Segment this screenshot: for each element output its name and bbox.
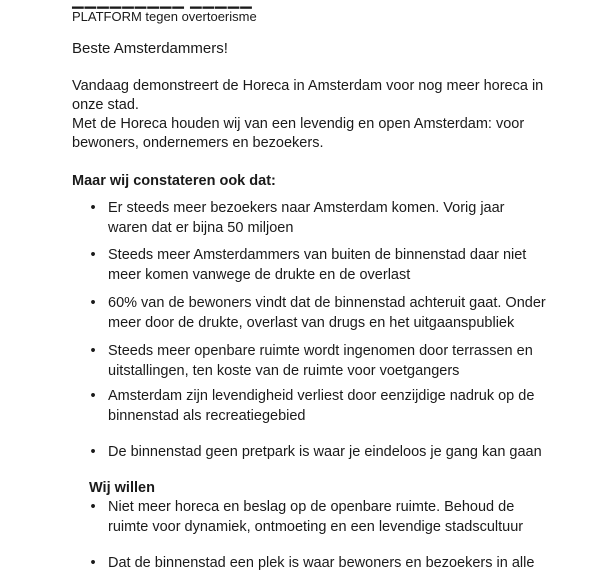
intro-line-1: Vandaag demonstreert de Horeca in Amsterdam voor nog meer horeca in onze stad. [72, 78, 544, 113]
platform-line: PLATFORM tegen overtoerisme [72, 9, 257, 24]
greeting: Beste Amsterdammers! [72, 40, 228, 57]
bullet-icon: • [90, 343, 96, 359]
want-text: Niet meer horeca en beslag op de openbare ruimte. Behoud de ruimte voor dynamiek, ontmoeting en een levendige stadscultuur [108, 499, 524, 535]
intro-paragraph [72, 77, 552, 153]
bullet-icon: • [90, 555, 96, 571]
observation-text: Er steeds meer bezoekers naar Amsterdam komen. Vorig jaar waren dat er bijna 50 miljoen [108, 200, 505, 236]
observation-text: Steeds meer Amsterdammers van buiten de binnenstad daar niet meer komen vanwege de drukte en de overlast [108, 247, 527, 283]
observation-text: Steeds meer openbare ruimte wordt ingenomen door terrassen en uitstallingen, ten koste van de ruimte voor voetgangers [108, 343, 533, 379]
observe-heading: Maar wij constateren ook dat: [72, 173, 276, 189]
want-text: Dat de binnenstad een plek is waar bewoners en bezoekers in alle [108, 555, 535, 571]
clipped-heading-remnant: ▁▁▁▁▁▁▁▁▁ ▁▁▁▁▁ [72, 0, 253, 9]
bullet-icon: • [90, 200, 96, 216]
bullet-icon: • [90, 295, 96, 311]
observation-text: De binnenstad geen pretpark is waar je eindeloos je gang kan gaan [108, 444, 542, 460]
bullet-icon: • [90, 247, 96, 263]
bullet-icon: • [90, 444, 96, 460]
want-heading: Wij willen [89, 480, 155, 496]
bullet-icon: • [90, 499, 96, 515]
intro-line-2: Met de Horeca houden wij van een levendig en open Amsterdam: voor bewoners, ondernemers en bezoekers. [72, 116, 525, 151]
bullet-icon: • [90, 388, 96, 404]
observation-text: Amsterdam zijn levendigheid verliest door eenzijdige nadruk op de binnenstad als recreatiegebied [108, 388, 535, 424]
observation-text: 60% van de bewoners vindt dat de binnenstad achteruit gaat. Onder meer door de drukte, overlast van drugs en het uitgaanspubliek [108, 295, 546, 331]
